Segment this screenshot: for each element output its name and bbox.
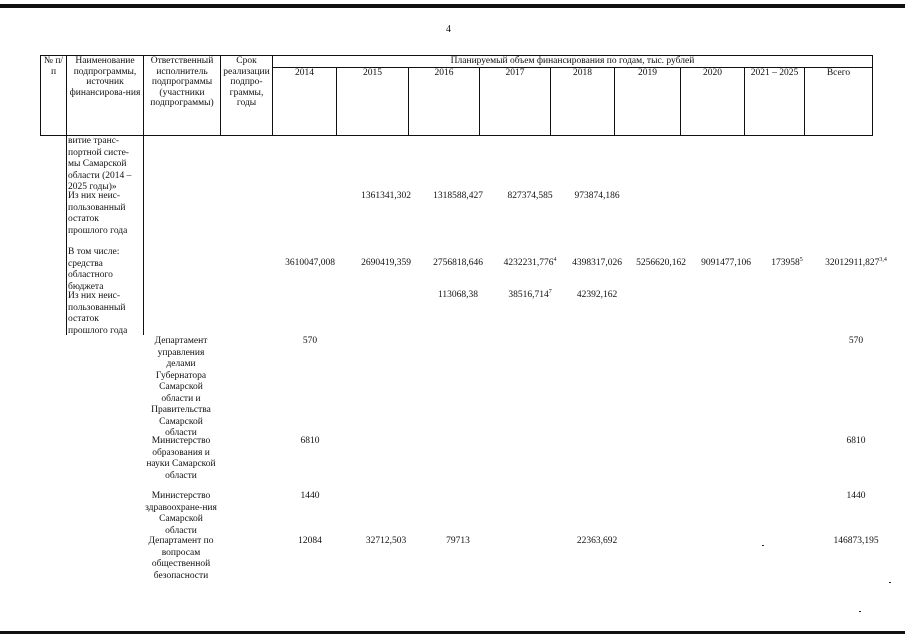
value-2014: 3610047,008 <box>285 258 335 268</box>
department-name: Министерство здравоохране-ния Самарской области <box>145 491 217 536</box>
value-2015: 1361341,302 <box>361 191 411 201</box>
scan-speck <box>889 582 891 583</box>
value-2017: 38516,714$^7$ <box>508 288 552 300</box>
header-year-2014: 2014 <box>273 67 337 135</box>
value-total: 6810 <box>846 436 866 446</box>
header-total: Всего <box>805 67 873 135</box>
value-2018: 973874,186 <box>574 191 620 201</box>
top-border-line <box>0 4 905 8</box>
department-name: Министерство образования и науки Самарской области <box>146 436 216 481</box>
value-2017: 4232231,776$^4$ <box>503 256 557 268</box>
header-year-2019: 2019 <box>615 67 681 135</box>
header-year-2020: 2020 <box>681 67 745 135</box>
header-col-num: № п/п <box>41 56 67 136</box>
value-2014: 6810 <box>300 436 320 446</box>
value-2016: 1318588,427 <box>433 191 483 201</box>
value-total: 32012911,827$^{3,4}$ <box>825 256 887 268</box>
value-2018: 42392,162 <box>576 290 618 300</box>
value-2016: 79713 <box>446 536 470 546</box>
department-name: Департамент управления делами Губернатора Самарской области и Правительства Самарской области <box>151 336 211 438</box>
value-2019: 5256620,162 <box>636 258 686 268</box>
value-total: 570 <box>848 336 864 346</box>
header-year-2017: 2017 <box>480 67 551 135</box>
header-col-name: Наименование подпрограммы, источник финансирова-ния <box>67 56 144 136</box>
value-2018: 22363,692 <box>576 536 618 546</box>
header-year-2018: 2018 <box>551 67 615 135</box>
row-regional-budget-label: В том числе: средства областного бюджета <box>68 247 120 292</box>
value-2014: 1440 <box>300 491 320 501</box>
value-2018: 4398317,026 <box>572 258 622 268</box>
row-unused-balance-label: Из них неис-пользованный остаток прошлого года <box>68 191 128 236</box>
value-2014: 12084 <box>298 536 322 546</box>
row-unused-balance-label: Из них неис-пользованный остаток прошлого года <box>68 291 128 336</box>
column-divider <box>66 133 67 335</box>
bottom-border-line <box>0 631 905 634</box>
value-2020: 9091477,106 <box>701 258 751 268</box>
row-program-name: витие транс-портной систе-мы Самарской области (2014 – 2025 годы)» <box>68 136 132 192</box>
value-2015: 2690419,359 <box>361 258 411 268</box>
column-divider <box>143 133 144 335</box>
value-2016: 113068,38 <box>437 290 479 300</box>
value-2021-2025: 173958$^5$ <box>771 256 803 268</box>
value-total: 1440 <box>846 491 866 501</box>
scan-speck <box>762 545 764 546</box>
page-number: 4 <box>446 24 451 35</box>
value-2014: 570 <box>302 336 318 346</box>
table-header <box>40 55 873 136</box>
header-year-2015: 2015 <box>337 67 409 135</box>
header-col-responsible: Ответственный исполнитель подпрограммы (участники подпрограммы) <box>144 56 221 136</box>
header-col-financing: Планируемый объем финансирования по годам, тыс. рублей <box>273 56 873 68</box>
value-2016: 2756818,646 <box>433 258 483 268</box>
value-2017: 827374,585 <box>507 191 553 201</box>
header-year-2016: 2016 <box>409 67 480 135</box>
value-total: 146873,195 <box>833 536 879 546</box>
department-name: Департамент по вопросам общественной безопасности <box>148 536 214 581</box>
header-col-term: Срок реализации подпро-граммы, годы <box>221 56 273 136</box>
header-year-2021-2025: 2021 – 2025 <box>745 67 805 135</box>
value-2015: 32712,503 <box>365 536 407 546</box>
scan-speck <box>859 611 861 612</box>
